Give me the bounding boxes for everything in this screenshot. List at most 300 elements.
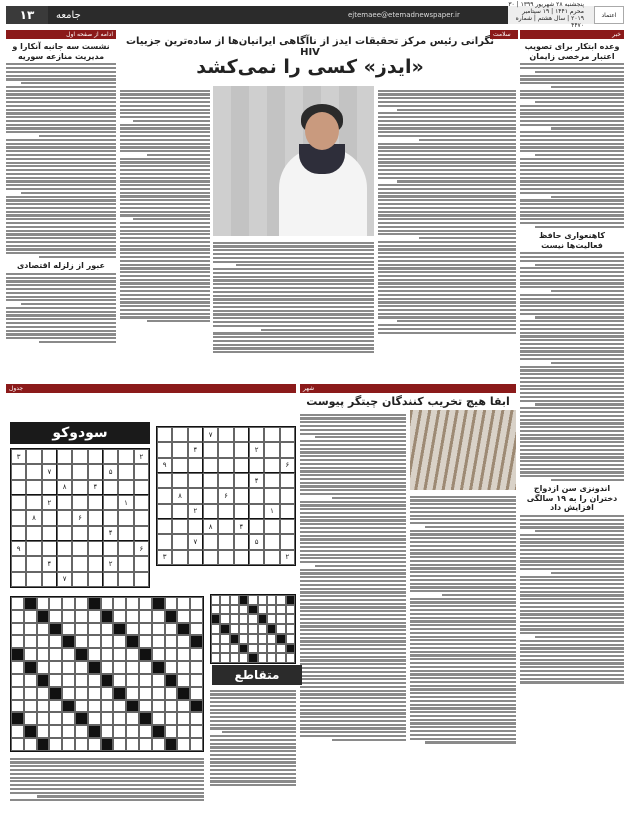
sudoku-cell[interactable] [280, 534, 295, 549]
sudoku-cell[interactable] [280, 473, 295, 488]
crossword-cell[interactable] [239, 614, 248, 624]
sudoku-cell[interactable]: ۲ [280, 550, 295, 565]
sudoku-cell[interactable] [57, 495, 72, 510]
crossword-cell[interactable] [101, 712, 114, 725]
crossword-cell[interactable] [139, 738, 152, 751]
sudoku-cell[interactable] [264, 534, 279, 549]
sudoku-cell[interactable] [103, 541, 118, 556]
sudoku-cell[interactable]: ۱ [264, 504, 279, 519]
crossword-cell[interactable] [230, 624, 239, 634]
crossword-cell[interactable] [11, 674, 24, 687]
crossword-cell[interactable] [11, 738, 24, 751]
sudoku-cell[interactable]: ۷ [42, 464, 57, 479]
crossword-cell[interactable] [11, 623, 24, 636]
sudoku-cell[interactable] [172, 442, 187, 457]
crossword-cell[interactable] [276, 614, 285, 624]
crossword-cell[interactable] [258, 644, 267, 654]
sudoku-cell[interactable] [88, 556, 103, 571]
sudoku-cell[interactable] [264, 519, 279, 534]
sudoku-cell[interactable]: ۸ [172, 488, 187, 503]
crossword-cell[interactable] [286, 634, 295, 644]
crossword-cell[interactable] [248, 644, 257, 654]
crossword-cell[interactable] [248, 624, 257, 634]
crossword-cell[interactable] [230, 614, 239, 624]
sudoku-cell[interactable] [26, 572, 41, 587]
sudoku-cell[interactable] [172, 473, 187, 488]
sudoku-cell[interactable] [88, 572, 103, 587]
crossword-cell[interactable] [24, 610, 37, 623]
sudoku-grid[interactable] [10, 448, 150, 588]
crossword-cell[interactable] [248, 595, 257, 605]
crossword-cell[interactable] [113, 648, 126, 661]
crossword-cell[interactable] [165, 700, 178, 713]
crossword-cell[interactable] [126, 725, 139, 738]
sudoku-cell[interactable]: ۳ [157, 550, 172, 565]
sudoku-cell[interactable] [72, 495, 87, 510]
crossword-cell[interactable] [24, 648, 37, 661]
sudoku-cell[interactable] [11, 526, 26, 541]
crossword-cell[interactable] [139, 725, 152, 738]
crossword-cell[interactable] [113, 712, 126, 725]
sudoku-cell[interactable] [72, 464, 87, 479]
crossword-cell[interactable] [139, 597, 152, 610]
crossword-cell[interactable] [101, 623, 114, 636]
sudoku-cell[interactable] [118, 572, 133, 587]
sudoku-cell[interactable]: ۴ [103, 526, 118, 541]
crossword-cell[interactable] [11, 635, 24, 648]
sudoku-cell[interactable] [280, 488, 295, 503]
crossword-cell[interactable] [165, 687, 178, 700]
crossword-cell[interactable] [75, 635, 88, 648]
crossword-cell[interactable] [113, 635, 126, 648]
crossword-cell[interactable] [230, 653, 239, 663]
crossword-cell[interactable] [152, 648, 165, 661]
crossword-cell[interactable] [88, 623, 101, 636]
sudoku-cell[interactable] [42, 572, 57, 587]
crossword-cell[interactable] [37, 661, 50, 674]
sudoku-cell[interactable] [11, 572, 26, 587]
sudoku-cell[interactable]: ۸ [203, 519, 218, 534]
sudoku-cell[interactable] [234, 442, 249, 457]
sudoku-cell[interactable] [26, 556, 41, 571]
crossword-cell[interactable] [239, 653, 248, 663]
crossword-cell[interactable] [49, 597, 62, 610]
crossword-cell[interactable] [126, 687, 139, 700]
sudoku-cell[interactable]: ۶ [134, 541, 149, 556]
sudoku-cell[interactable] [218, 442, 233, 457]
sudoku-cell[interactable] [188, 519, 203, 534]
crossword-cell[interactable] [101, 597, 114, 610]
sudoku-cell[interactable] [280, 427, 295, 442]
crossword-cell[interactable] [220, 605, 229, 615]
crossword-cell[interactable] [165, 725, 178, 738]
crossword-cell[interactable] [286, 653, 295, 663]
crossword-cell[interactable] [126, 712, 139, 725]
crossword-cell[interactable] [177, 725, 190, 738]
crossword-cell[interactable] [165, 623, 178, 636]
crossword-cell[interactable] [190, 712, 203, 725]
sudoku-cell[interactable]: ۴ [249, 473, 264, 488]
crossword-cell[interactable] [101, 648, 114, 661]
crossword-cell[interactable] [267, 644, 276, 654]
crossword-cell[interactable] [49, 648, 62, 661]
sudoku-cell[interactable] [203, 458, 218, 473]
crossword-cell[interactable] [177, 648, 190, 661]
sudoku-cell[interactable] [57, 541, 72, 556]
sudoku-cell[interactable] [134, 572, 149, 587]
crossword-cell[interactable] [139, 610, 152, 623]
crossword-cell[interactable] [24, 738, 37, 751]
sudoku-cell[interactable] [42, 541, 57, 556]
crossword-cell[interactable] [62, 648, 75, 661]
sudoku-cell[interactable] [118, 449, 133, 464]
crossword-cell[interactable] [88, 712, 101, 725]
sudoku-cell[interactable] [249, 550, 264, 565]
crossword-cell[interactable] [49, 738, 62, 751]
sudoku-cell[interactable] [72, 526, 87, 541]
crossword-cell[interactable] [258, 595, 267, 605]
crossword-cell[interactable] [267, 653, 276, 663]
crossword-cell[interactable] [75, 687, 88, 700]
sudoku-cell[interactable] [218, 519, 233, 534]
crossword-cell[interactable] [220, 614, 229, 624]
sudoku-cell[interactable] [172, 519, 187, 534]
crossword-cell[interactable] [49, 610, 62, 623]
sudoku-cell[interactable] [11, 556, 26, 571]
crossword-cell[interactable] [190, 725, 203, 738]
sudoku-cell[interactable] [172, 534, 187, 549]
sudoku-cell[interactable] [280, 442, 295, 457]
sudoku-cell[interactable] [234, 458, 249, 473]
crossword-cell[interactable] [177, 597, 190, 610]
crossword-cell[interactable] [177, 738, 190, 751]
sudoku-cell[interactable] [172, 504, 187, 519]
sudoku-cell[interactable] [118, 480, 133, 495]
crossword-cell[interactable] [165, 597, 178, 610]
sudoku-cell[interactable] [249, 519, 264, 534]
sudoku-cell[interactable] [203, 442, 218, 457]
sudoku-cell[interactable]: ۷ [203, 427, 218, 442]
crossword-cell[interactable] [113, 610, 126, 623]
crossword-cell[interactable] [152, 623, 165, 636]
sudoku-cell[interactable]: ۷ [188, 534, 203, 549]
crossword-cell[interactable] [113, 700, 126, 713]
sudoku-cell[interactable] [188, 550, 203, 565]
sudoku-cell[interactable] [72, 480, 87, 495]
sudoku-cell[interactable] [264, 442, 279, 457]
sudoku-cell[interactable] [88, 526, 103, 541]
crossword-cell[interactable] [177, 635, 190, 648]
sudoku-cell[interactable] [72, 556, 87, 571]
sudoku-cell[interactable] [249, 427, 264, 442]
sudoku-cell[interactable]: ۸ [26, 510, 41, 525]
sudoku-cell[interactable] [234, 488, 249, 503]
crossword-cell[interactable] [190, 674, 203, 687]
sudoku-cell[interactable]: ۴ [42, 556, 57, 571]
crossword-cell[interactable] [190, 661, 203, 674]
sudoku-cell[interactable] [218, 550, 233, 565]
crossword-cell[interactable] [11, 700, 24, 713]
sudoku-cell[interactable] [203, 534, 218, 549]
crossword-cell[interactable] [37, 597, 50, 610]
sudoku-cell[interactable] [26, 464, 41, 479]
sudoku-cell[interactable]: ۸ [57, 480, 72, 495]
crossword-cell[interactable] [220, 634, 229, 644]
crossword-cell[interactable] [37, 712, 50, 725]
crossword-cell[interactable] [101, 661, 114, 674]
sudoku-cell[interactable] [218, 473, 233, 488]
sudoku-cell[interactable]: ۴ [188, 442, 203, 457]
sudoku-cell[interactable] [203, 550, 218, 565]
sudoku-cell[interactable] [11, 495, 26, 510]
crossword-cell[interactable] [11, 610, 24, 623]
sudoku-cell[interactable] [26, 495, 41, 510]
sudoku-cell[interactable] [157, 504, 172, 519]
crossword-cell[interactable] [152, 687, 165, 700]
sudoku-cell[interactable] [134, 480, 149, 495]
sudoku-cell[interactable]: ۹ [157, 458, 172, 473]
crossword-cell[interactable] [211, 605, 220, 615]
sudoku-cell[interactable] [72, 449, 87, 464]
crossword-cell[interactable] [75, 661, 88, 674]
crossword-cell[interactable] [62, 623, 75, 636]
sudoku-cell[interactable]: ۲ [188, 504, 203, 519]
crossword-cell[interactable] [37, 700, 50, 713]
crossword-cell[interactable] [239, 605, 248, 615]
crossword-cell[interactable] [113, 725, 126, 738]
sudoku-cell[interactable] [157, 488, 172, 503]
sudoku-cell[interactable]: ۶ [280, 458, 295, 473]
crossword-cell[interactable] [165, 635, 178, 648]
sudoku-cell[interactable] [172, 458, 187, 473]
sudoku-cell[interactable]: ۲ [103, 556, 118, 571]
crossword-cell[interactable] [190, 610, 203, 623]
crossword-cell[interactable] [286, 614, 295, 624]
crossword-grid[interactable] [10, 596, 204, 752]
sudoku-cell[interactable] [188, 458, 203, 473]
crossword-cell[interactable] [88, 687, 101, 700]
sudoku-cell[interactable] [88, 464, 103, 479]
crossword-cell[interactable] [75, 725, 88, 738]
crossword-cell[interactable] [37, 687, 50, 700]
crossword-cell[interactable] [211, 644, 220, 654]
crossword-cell[interactable] [88, 648, 101, 661]
sudoku-cell[interactable] [42, 526, 57, 541]
sudoku-cell[interactable] [218, 534, 233, 549]
crossword-cell[interactable] [211, 634, 220, 644]
sudoku-cell[interactable]: ۵ [249, 534, 264, 549]
crossword-cell[interactable] [11, 661, 24, 674]
sudoku-cell[interactable] [234, 534, 249, 549]
sudoku-cell[interactable] [88, 495, 103, 510]
crossword-cell[interactable] [139, 661, 152, 674]
crossword-cell[interactable] [165, 648, 178, 661]
crossword-cell[interactable] [37, 648, 50, 661]
sudoku-cell[interactable] [280, 519, 295, 534]
sudoku-cell[interactable] [264, 473, 279, 488]
sudoku-cell[interactable] [103, 572, 118, 587]
crossword-cell[interactable] [230, 605, 239, 615]
crossword-cell[interactable] [49, 700, 62, 713]
sudoku-grid-2[interactable] [156, 426, 296, 566]
sudoku-cell[interactable] [42, 510, 57, 525]
sudoku-cell[interactable] [26, 480, 41, 495]
sudoku-cell[interactable] [157, 519, 172, 534]
sudoku-cell[interactable] [57, 510, 72, 525]
sudoku-cell[interactable]: ۲ [42, 495, 57, 510]
sudoku-cell[interactable] [26, 449, 41, 464]
sudoku-cell[interactable] [203, 504, 218, 519]
crossword-cell[interactable] [88, 700, 101, 713]
sudoku-cell[interactable] [188, 427, 203, 442]
crossword-cell[interactable] [152, 700, 165, 713]
crossword-cell[interactable] [49, 661, 62, 674]
crossword-cell[interactable] [286, 605, 295, 615]
sudoku-cell[interactable] [234, 550, 249, 565]
crossword-cell[interactable] [220, 644, 229, 654]
sudoku-cell[interactable] [88, 541, 103, 556]
sudoku-cell[interactable]: ۱ [118, 495, 133, 510]
sudoku-cell[interactable] [218, 504, 233, 519]
crossword-cell[interactable] [37, 635, 50, 648]
crossword-cell[interactable] [230, 595, 239, 605]
sudoku-cell[interactable] [57, 449, 72, 464]
crossword-cell[interactable] [113, 674, 126, 687]
sudoku-cell[interactable] [157, 473, 172, 488]
crossword-cell[interactable] [126, 661, 139, 674]
sudoku-cell[interactable] [11, 480, 26, 495]
crossword-cell[interactable] [177, 700, 190, 713]
crossword-cell[interactable] [101, 687, 114, 700]
crossword-cell[interactable] [190, 623, 203, 636]
sudoku-cell[interactable] [118, 510, 133, 525]
crossword-cell[interactable] [11, 725, 24, 738]
crossword-cell[interactable] [62, 725, 75, 738]
crossword-cell[interactable] [126, 597, 139, 610]
crossword-cell[interactable] [126, 610, 139, 623]
crossword-cell[interactable] [126, 623, 139, 636]
crossword-cell[interactable] [276, 624, 285, 634]
sudoku-cell[interactable] [188, 488, 203, 503]
crossword-cell[interactable] [24, 700, 37, 713]
sudoku-cell[interactable] [218, 458, 233, 473]
crossword-cell[interactable] [126, 738, 139, 751]
crossword-cell[interactable] [37, 623, 50, 636]
crossword-cell[interactable] [165, 712, 178, 725]
crossword-cell[interactable] [276, 644, 285, 654]
crossword-cell[interactable] [211, 653, 220, 663]
sudoku-cell[interactable]: ۴ [234, 519, 249, 534]
sudoku-cell[interactable] [118, 541, 133, 556]
crossword-cell[interactable] [11, 597, 24, 610]
sudoku-cell[interactable] [157, 534, 172, 549]
crossword-cell[interactable] [24, 635, 37, 648]
crossword-cell[interactable] [62, 610, 75, 623]
crossword-cell[interactable] [248, 634, 257, 644]
crossword-cell[interactable] [37, 725, 50, 738]
sudoku-cell[interactable] [234, 473, 249, 488]
sudoku-cell[interactable] [249, 458, 264, 473]
crossword-cell[interactable] [152, 738, 165, 751]
crossword-cell[interactable] [177, 661, 190, 674]
crossword-cell[interactable] [177, 674, 190, 687]
crossword-cell[interactable] [75, 700, 88, 713]
sudoku-cell[interactable]: ۹ [11, 541, 26, 556]
sudoku-cell[interactable] [26, 526, 41, 541]
crossword-cell[interactable] [152, 610, 165, 623]
crossword-cell[interactable] [62, 661, 75, 674]
sudoku-cell[interactable] [234, 427, 249, 442]
sudoku-cell[interactable] [103, 449, 118, 464]
sudoku-cell[interactable] [26, 541, 41, 556]
sudoku-cell[interactable] [134, 556, 149, 571]
crossword-cell[interactable] [267, 595, 276, 605]
sudoku-cell[interactable] [57, 526, 72, 541]
sudoku-cell[interactable] [172, 550, 187, 565]
crossword-cell[interactable] [258, 634, 267, 644]
sudoku-cell[interactable] [188, 473, 203, 488]
crossword-cell[interactable] [88, 635, 101, 648]
crossword-cell[interactable] [258, 605, 267, 615]
crossword-cell[interactable] [75, 623, 88, 636]
crossword-cell[interactable] [62, 674, 75, 687]
crossword-cell[interactable] [139, 687, 152, 700]
sudoku-cell[interactable] [203, 488, 218, 503]
crossword-cell[interactable] [49, 725, 62, 738]
crossword-cell[interactable] [101, 725, 114, 738]
crossword-cell[interactable] [126, 648, 139, 661]
sudoku-cell[interactable] [103, 510, 118, 525]
sudoku-cell[interactable] [203, 473, 218, 488]
sudoku-cell[interactable] [218, 427, 233, 442]
crossword-cell[interactable] [88, 610, 101, 623]
crossword-cell[interactable] [267, 614, 276, 624]
crossword-cell[interactable] [190, 687, 203, 700]
crossword-cell[interactable] [177, 610, 190, 623]
sudoku-cell[interactable] [42, 480, 57, 495]
sudoku-cell[interactable]: ۶ [218, 488, 233, 503]
crossword-cell[interactable] [239, 634, 248, 644]
crossword-cell[interactable] [49, 674, 62, 687]
crossword-cell[interactable] [177, 712, 190, 725]
crossword-cell[interactable] [190, 648, 203, 661]
crossword-cell[interactable] [24, 674, 37, 687]
sudoku-cell[interactable] [134, 526, 149, 541]
crossword-cell[interactable] [24, 623, 37, 636]
sudoku-cell[interactable] [42, 449, 57, 464]
crossword-cell[interactable] [276, 653, 285, 663]
crossword-cell[interactable] [88, 674, 101, 687]
crossword-cell[interactable] [62, 597, 75, 610]
crossword-cell[interactable] [276, 605, 285, 615]
crossword-cell[interactable] [113, 597, 126, 610]
crossword-cell[interactable] [220, 653, 229, 663]
crossword-cell[interactable] [75, 738, 88, 751]
crossword-cell[interactable] [101, 635, 114, 648]
sudoku-cell[interactable] [264, 458, 279, 473]
sudoku-cell[interactable] [264, 488, 279, 503]
crossword-cell[interactable] [276, 595, 285, 605]
crossword-cell[interactable] [220, 595, 229, 605]
crossword-cell[interactable] [248, 614, 257, 624]
crossword-cell[interactable] [152, 674, 165, 687]
crossword-cell[interactable] [88, 738, 101, 751]
crossword-cell[interactable] [211, 595, 220, 605]
sudoku-cell[interactable] [134, 464, 149, 479]
crossword-cell[interactable] [75, 610, 88, 623]
sudoku-cell[interactable] [118, 556, 133, 571]
crossword-cell[interactable] [126, 674, 139, 687]
